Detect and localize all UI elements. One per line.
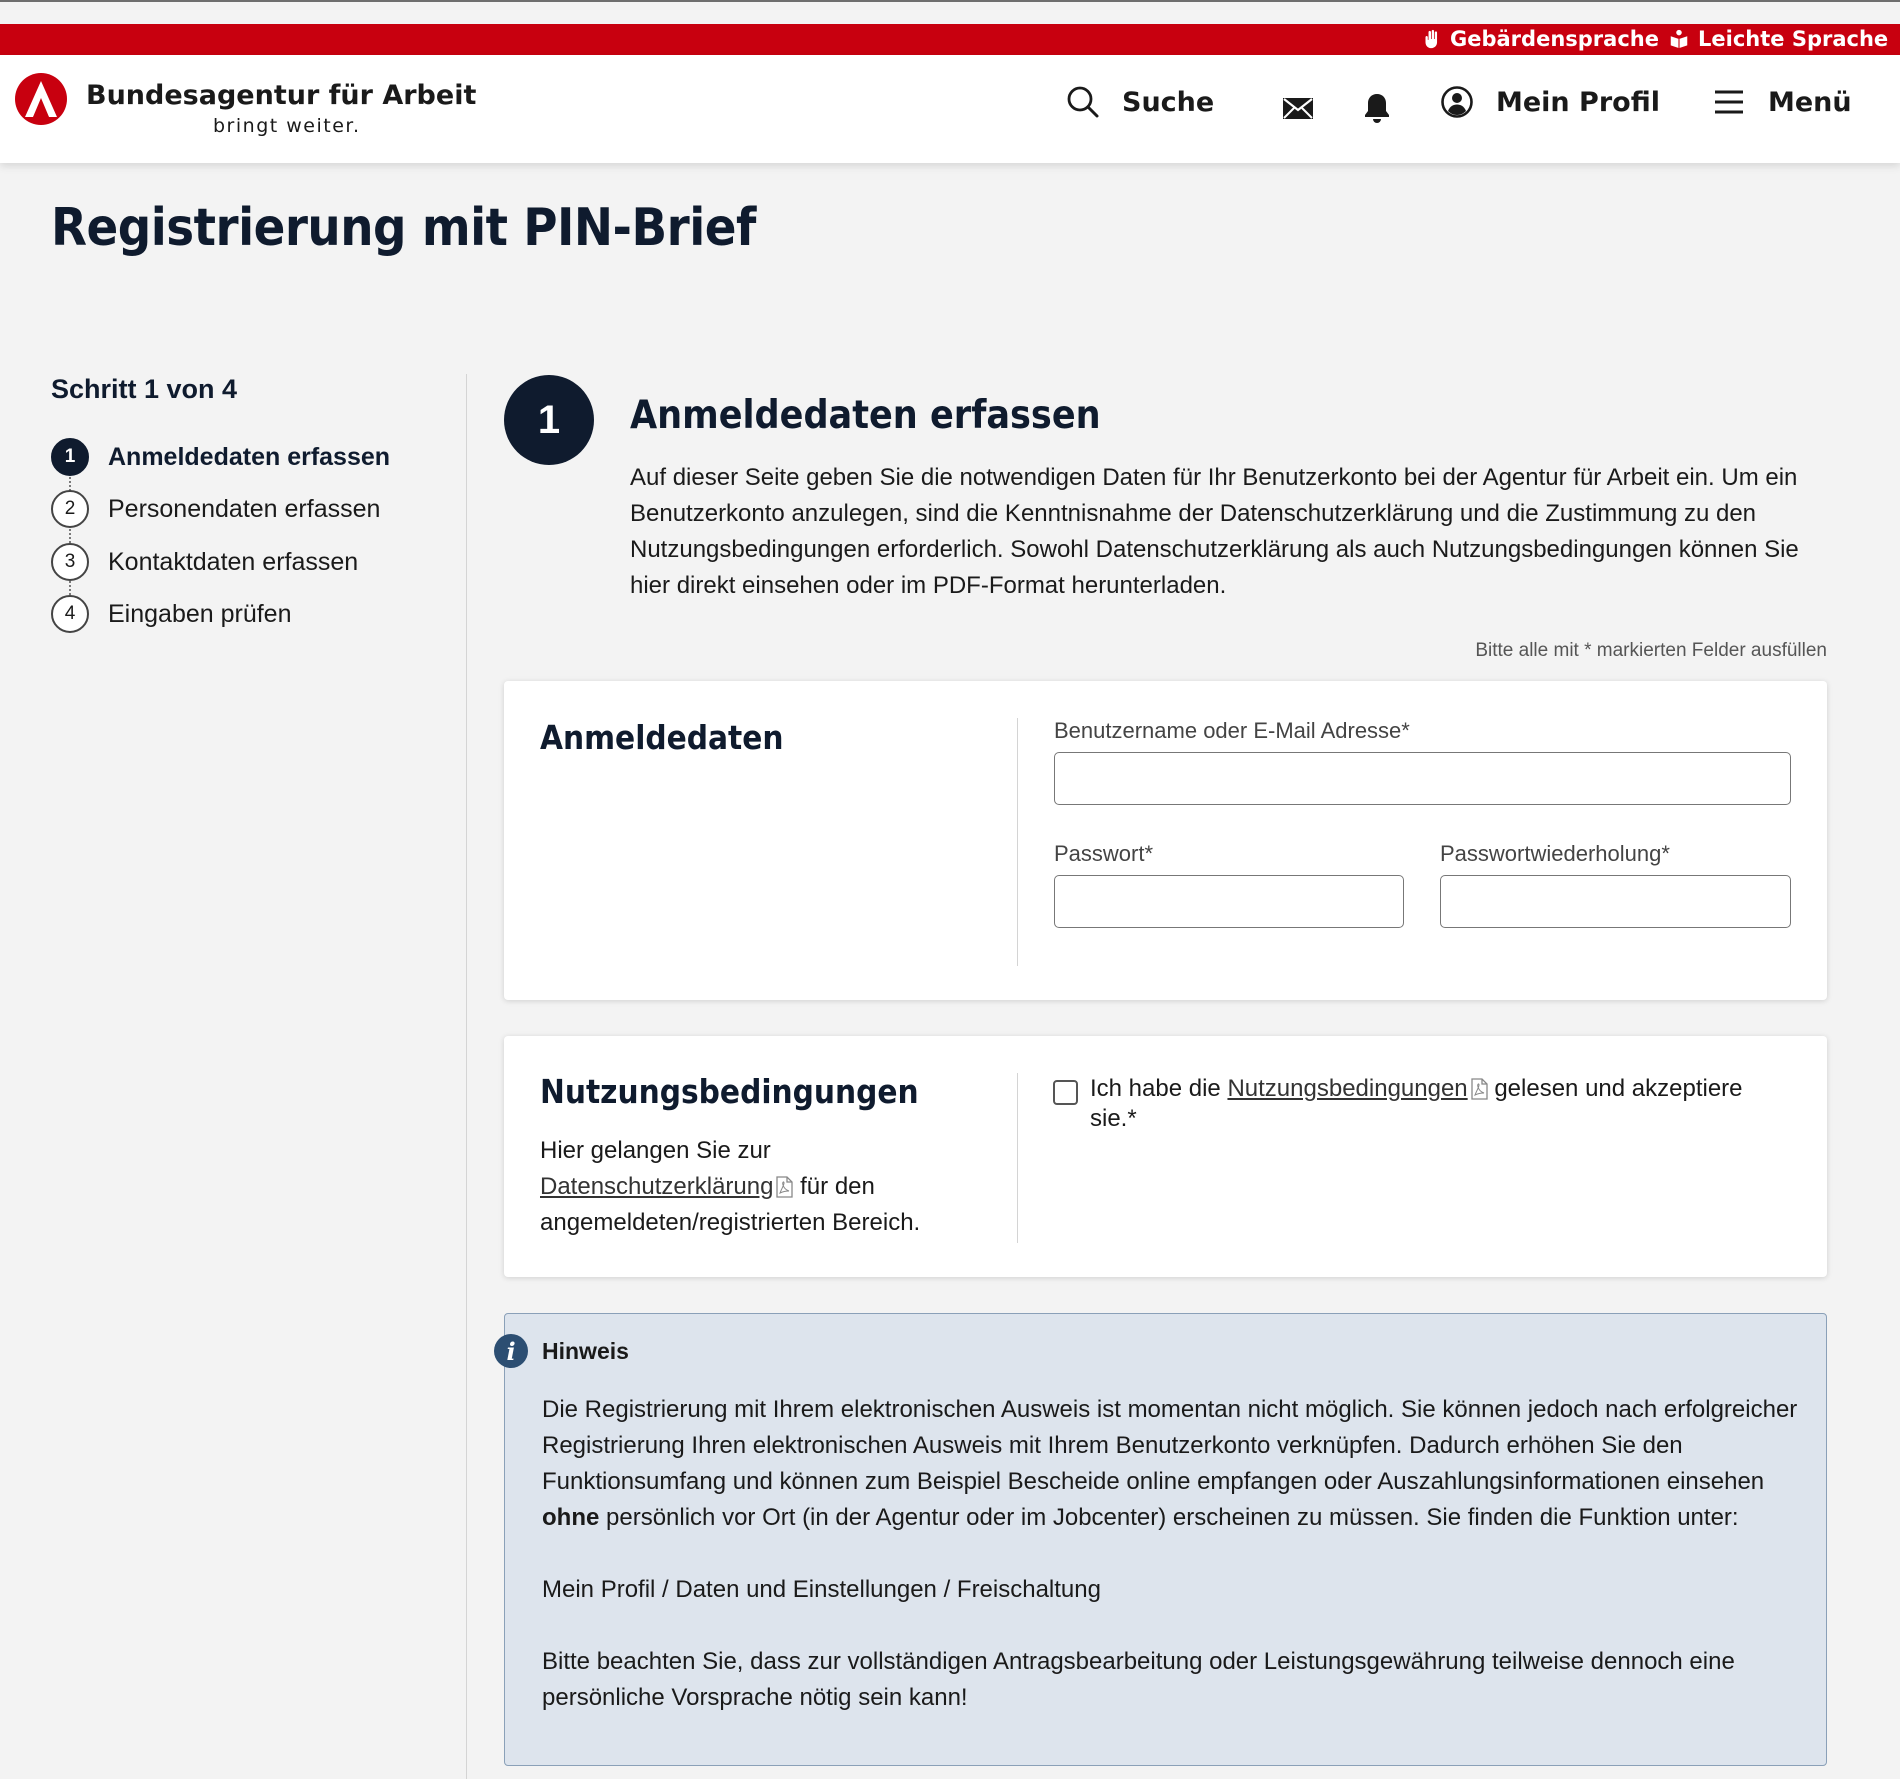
hint-paragraph-2: Mein Profil / Daten und Einstellungen / Freischaltung	[542, 1576, 1101, 1603]
password-repeat-label: Passwortwiederholung*	[1440, 841, 1670, 866]
pdf-icon[interactable]	[775, 1176, 793, 1198]
terms-card-title: Nutzungsbedingungen	[540, 1072, 919, 1111]
section-title: Anmeldedaten erfassen	[630, 393, 1101, 438]
sign-language-label: Gebärdensprache	[1450, 27, 1659, 51]
easy-language-link[interactable]	[1668, 27, 1888, 51]
step-number: 2	[51, 490, 89, 528]
card-divider	[1017, 718, 1018, 966]
site-header	[0, 55, 1900, 163]
menu-icon	[1712, 85, 1746, 119]
pdf-icon[interactable]	[1470, 1078, 1488, 1100]
step-item-2	[51, 490, 380, 528]
step-label: Kontaktdaten erfassen	[108, 547, 359, 576]
hint-p1-after: persönlich vor Ort (in der Agentur oder im Jobcenter) erscheinen zu müssen. Sie finden die Funktion unter:	[606, 1504, 1739, 1531]
hand-icon	[1420, 28, 1442, 50]
privacy-text-before: Hier gelangen Sie zur	[540, 1137, 771, 1164]
step-number: 4	[51, 595, 89, 633]
hint-title: Hinweis	[542, 1338, 629, 1364]
step-item-1	[51, 438, 390, 476]
terms-checkbox[interactable]	[1053, 1080, 1078, 1105]
step-label: Eingaben prüfen	[108, 599, 292, 628]
easy-language-label: Leichte Sprache	[1698, 27, 1889, 51]
search-icon	[1066, 85, 1100, 119]
step-number: 3	[51, 543, 89, 581]
hint-paragraph-1	[542, 1392, 1807, 1536]
current-step-badge: 1	[504, 375, 594, 465]
hint-paragraph-3: Bitte beachten Sie, dass zur vollständigen Antragsbearbeitung oder Leistungsgewährung teilweise dennoch eine persönliche Vorsprache nötig sein kann!	[542, 1648, 1735, 1711]
privacy-text	[540, 1133, 970, 1241]
terms-card	[504, 1036, 1827, 1277]
required-fields-note: Bitte alle mit * markierten Felder ausfüllen	[1475, 640, 1827, 661]
privacy-policy-link[interactable]: Datenschutzerklärung	[540, 1173, 774, 1200]
profile-button[interactable]	[1440, 85, 1660, 119]
username-input[interactable]	[1054, 752, 1791, 805]
step-label: Anmeldedaten erfassen	[108, 442, 391, 471]
info-icon: i	[494, 1334, 528, 1368]
password-label: Passwort*	[1054, 841, 1154, 866]
easy-language-icon	[1668, 28, 1690, 50]
sign-language-link[interactable]	[1420, 27, 1659, 51]
page-title: Registrierung mit PIN-Brief	[51, 198, 756, 258]
terms-checkbox-label	[1090, 1074, 1790, 1134]
terms-link[interactable]: Nutzungsbedingungen	[1227, 1075, 1468, 1102]
card-divider	[1017, 1073, 1018, 1243]
brand-tagline: bringt weiter.	[213, 115, 361, 137]
login-data-card	[504, 681, 1827, 1000]
browser-top-line	[0, 0, 1900, 2]
accessibility-bar	[0, 24, 1900, 55]
step-item-4	[51, 595, 291, 633]
step-item-3	[51, 543, 358, 581]
login-card-title: Anmeldedaten	[540, 718, 784, 757]
intro-text: Auf dieser Seite geben Sie die notwendigen Daten für Ihr Benutzerkonto bei der Agentur für Arbeit ein. Um ein Benutzerkonto anzulegen, sind die Kenntnisnahme der Datenschutzerklärung und die Zustimmung zu den Nutzungsbedingungen erforderlich. Sowohl Datenschutzerklärung als auch Nutzungsbedingungen können Sie hier direkt einsehen oder im PDF-Format herunterladen.	[630, 464, 1799, 599]
profile-icon	[1440, 85, 1474, 119]
checkbox-text-after: gelesen und akzeptiere sie.*	[1090, 1075, 1743, 1132]
profile-label: Mein Profil	[1496, 86, 1660, 118]
search-label: Suche	[1122, 86, 1215, 118]
logo-icon[interactable]	[14, 72, 68, 126]
checkbox-text-before: Ich habe die	[1090, 1075, 1221, 1102]
hint-p1-bold: ohne	[542, 1504, 600, 1531]
menu-label: Menü	[1768, 86, 1852, 118]
bell-icon[interactable]	[1360, 91, 1394, 125]
username-label: Benutzername oder E-Mail Adresse*	[1054, 718, 1410, 743]
mail-icon[interactable]	[1281, 91, 1315, 125]
brand-name[interactable]: Bundesagentur für Arbeit	[86, 80, 477, 111]
stepper-title: Schritt 1 von 4	[51, 374, 238, 404]
password-repeat-input[interactable]	[1440, 875, 1791, 928]
privacy-text-after: für den angemeldeten/registrierten Bereich.	[540, 1173, 921, 1236]
hint-p1-before: Die Registrierung mit Ihrem elektronischen Ausweis ist momentan nicht möglich. Sie können jedoch nach erfolgreicher Registrierung Ihren elektronischen Ausweis mit Ihrem Benutzerkonto verknüpfen. Dadurch erhöhen Sie den Funktionsumfang und können zum Beispiel Bescheide online empfangen oder Auszahlungsinformationen einsehen	[542, 1396, 1798, 1495]
menu-button[interactable]	[1712, 85, 1852, 119]
password-input[interactable]	[1054, 875, 1404, 928]
hint-body	[542, 1392, 1807, 1716]
hint-box	[504, 1313, 1827, 1766]
step-number: 1	[51, 438, 89, 476]
step-label: Personendaten erfassen	[108, 494, 381, 523]
column-divider	[466, 374, 467, 1779]
search-button[interactable]	[1066, 85, 1214, 119]
